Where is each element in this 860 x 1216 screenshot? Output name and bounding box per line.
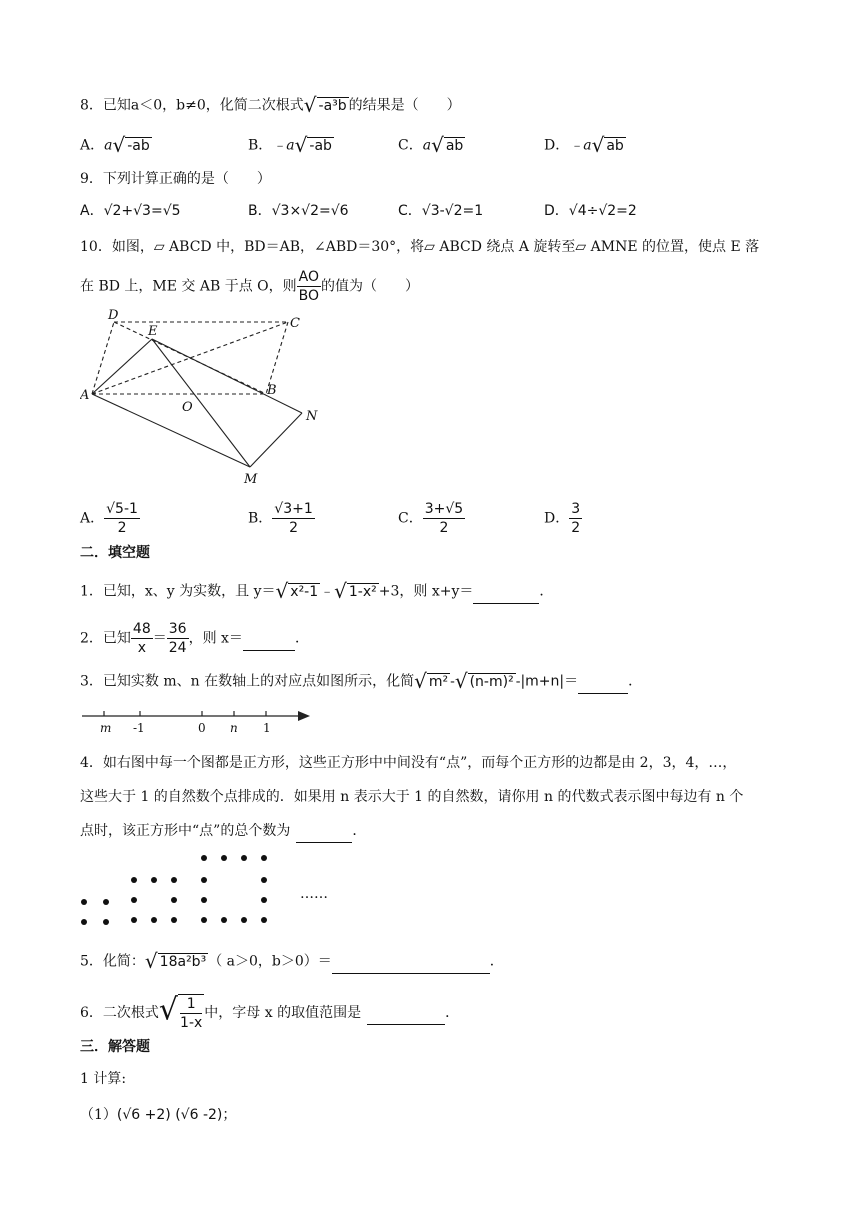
- q8-option-b[interactable]: B．﹣a√ -ab: [248, 133, 332, 157]
- axis-label-n: n: [230, 721, 238, 735]
- f3-answer-blank[interactable]: [578, 671, 628, 694]
- f6-answer-blank[interactable]: [367, 1002, 445, 1025]
- label-m: M: [244, 472, 258, 487]
- q9-option-c[interactable]: C．√3-√2=1: [398, 203, 484, 219]
- axis-label-m: m: [100, 721, 112, 735]
- number-line: [80, 706, 320, 736]
- q8-option-c[interactable]: C．a√ ab: [398, 133, 464, 157]
- edge-em: [152, 339, 250, 467]
- f4-line2: 这些大于 1 的自然数个点排成的．如果用 n 表示大于 1 的自然数，请你用 n 的代数式表示图中每边有 n 个: [80, 789, 744, 805]
- f6: 6．二次根式√ $\frac{1}{1-x}$ 中，字母 x 的取值范围是 ．: [80, 992, 460, 1031]
- q9-stem: 9．下列计算正确的是（ ）: [80, 171, 271, 187]
- q8-radical: √ -a³b: [303, 93, 347, 117]
- dots-ellipsis: ……: [300, 886, 328, 902]
- section-fill-in: 二．填空题: [80, 545, 150, 561]
- f2-answer-blank[interactable]: [243, 628, 295, 651]
- q8-stem: [80, 94, 461, 117]
- label-b: B: [267, 383, 277, 398]
- arrow-icon: [298, 711, 310, 721]
- q8-option-a[interactable]: A．a√ -ab: [80, 133, 150, 157]
- a1-item1: （1）(√6 +2) (√6 -2)；: [80, 1107, 237, 1123]
- dot-squares-figure: [76, 850, 346, 930]
- f5-answer-blank[interactable]: [332, 951, 490, 974]
- q8-cond: a＜0，b≠0，化简二次根式: [130, 97, 304, 114]
- label-o: O: [182, 400, 193, 415]
- q10-option-c[interactable]: C． $\frac{3+√5}{2}$: [398, 501, 464, 536]
- q10-line1: 10．如图，▱ ABCD 中，BD＝AB，∠ABD＝30°，将▱ ABCD 绕点 A 旋转至▱ AMNE 的位置，使点 E 落: [80, 239, 760, 255]
- label-c: C: [290, 316, 300, 331]
- q10-option-b[interactable]: B． $\frac{√3+1}{2}$: [248, 501, 313, 536]
- q8-options: [80, 134, 780, 158]
- axis-label-1: 1: [263, 721, 271, 735]
- label-a: A: [80, 388, 90, 403]
- q10-option-a[interactable]: A． $\frac{√5-1}{2}$: [80, 501, 138, 536]
- q8-prefix: 8．已知: [80, 97, 131, 114]
- q9-options: [80, 200, 780, 224]
- label-n: N: [306, 409, 318, 424]
- f1: 1．已知，x、y 为实数，且 y＝√ x²-1 ﹣√ 1-x² +3，则 x+y＝ ．: [80, 579, 554, 603]
- f5: 5．化简：√ 18a²b³ （ a＞0，b＞0）＝ ．: [80, 949, 504, 973]
- q10-option-d[interactable]: D． $\frac{3}{2}$: [544, 501, 581, 536]
- q10-figure: [80, 305, 340, 490]
- f1-answer-blank[interactable]: [473, 581, 539, 604]
- q8-suffix: 的结果是（ ）: [348, 97, 461, 114]
- axis-label-neg1: -1: [133, 721, 145, 735]
- edge-ma: [92, 394, 250, 467]
- f4-line3: 点时，该正方形中“点”的总个数为 ．: [80, 820, 366, 843]
- a1-title: 1 计算:: [80, 1071, 127, 1087]
- q9-option-a[interactable]: A．√2+√3=√5: [80, 203, 181, 219]
- f2: 2．已知 $\frac{48}{x}$ ＝ $\frac{36}{24}$ ，则 x＝ ．: [80, 621, 309, 656]
- label-e: E: [148, 324, 158, 339]
- q8-option-d[interactable]: D．﹣a√ ab: [544, 133, 624, 157]
- edge-ae: [92, 339, 152, 394]
- f4-line1: 4．如右图中每一个图都是正方形，这些正方形中中间没有“点”，而每个正方形的边都是由 2，3，4，…，: [80, 755, 737, 771]
- edge-nm: [250, 413, 302, 467]
- q9-option-b[interactable]: B．√3×√2=√6: [248, 203, 349, 219]
- q10-line2: 在 BD 上，ME 交 AB 于点 O，则 $\frac{AO}{BO}$ 的值为（ ）: [80, 269, 420, 304]
- section-solve: 三．解答题: [80, 1039, 150, 1055]
- f4-answer-blank[interactable]: [296, 820, 352, 843]
- q10-options: [80, 494, 780, 534]
- label-d: D: [108, 308, 119, 323]
- f3: 3．已知实数 m、n 在数轴上的对应点如图所示，化简√ m² -√ (n-m)² -|m+n|＝ ．: [80, 669, 643, 693]
- q9-option-d[interactable]: D．√4÷√2=2: [544, 203, 637, 219]
- axis-label-0: 0: [198, 721, 206, 735]
- q10-ratio: $\frac{AO}{BO}$: [298, 269, 320, 304]
